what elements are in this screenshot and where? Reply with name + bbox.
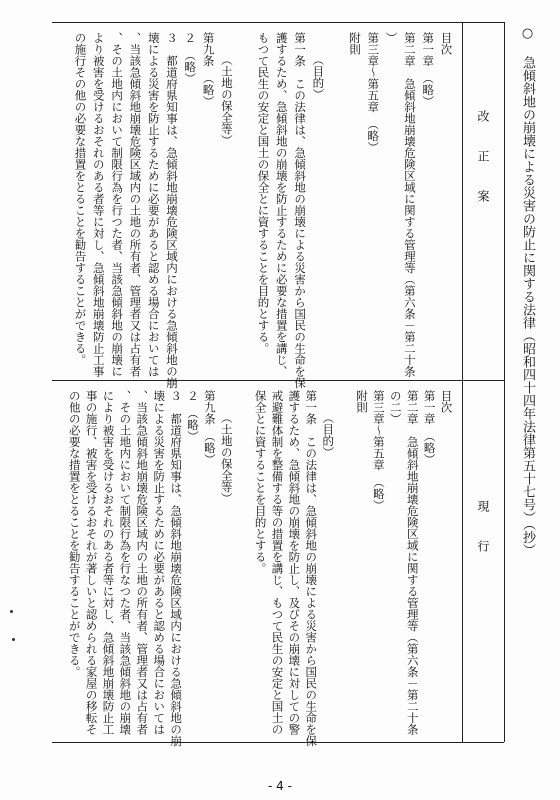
- revised-line: 、その土地内において制限行為を行つた者、当該急傾斜地の崩壊に: [110, 32, 125, 377]
- table-right-border: [504, 22, 505, 742]
- revised-line: の施行その他の必要な措置をとることを勧告することができる。: [73, 32, 88, 366]
- current-line: 、当該急傾斜地崩壊危険区域内の土地の所有者、管理者又は占有者: [135, 390, 150, 735]
- current-line: 第一条 この法律は、急傾斜地の崩壊による災害から国民の生命を保: [304, 390, 319, 747]
- current-line: 護するため、急傾斜地の崩壊を防止し、及びその崩壊に対しての警: [287, 390, 302, 735]
- current-line: ３ 都道府県知事は、急傾斜地崩壊危険区域内における急傾斜地の崩: [169, 390, 184, 747]
- header-column-divider: [462, 22, 463, 742]
- current-line: 、その土地内において制限行為を行なつた者、当該急傾斜地の崩壊: [118, 390, 133, 735]
- revised-line: より被害を受けるおそれのある者等に対し、急傾斜地崩壊防止工事: [91, 32, 106, 377]
- current-header: 現行: [476, 500, 490, 580]
- current-line: 第二章 急傾斜地崩壊危険区域に関する管理等（第六条－第二十条: [405, 390, 420, 735]
- revised-header: 改正案: [476, 110, 490, 230]
- current-line: 戒避難体制を整備する等の措置を講じ、もつて民生の安定と国土の: [270, 390, 285, 735]
- current-line: ２ （略）: [186, 390, 200, 442]
- revised-line: （土地の保全等）: [219, 54, 234, 146]
- current-line: 附則: [355, 390, 369, 413]
- current-line: の二）: [388, 390, 403, 425]
- table-top-border: [52, 22, 504, 23]
- revised-line: もつて民生の安定と国土の保全とに資することを目的とする。: [256, 32, 271, 354]
- current-line: （土地の保全等）: [219, 412, 234, 504]
- current-line: （目的）: [321, 412, 336, 458]
- current-line: 壊による災害を防止するために必要があると認める場合においては: [152, 390, 167, 735]
- revised-line: 、当該急傾斜地崩壊危険区域内の土地の所有者、管理者又は占有者: [128, 32, 143, 377]
- revised-line: 第九条 （略）: [201, 32, 216, 107]
- revised-line: （目的）: [311, 54, 326, 100]
- current-line: 第一章 （略）: [422, 390, 437, 465]
- table-middle-divider: [52, 380, 504, 381]
- current-line: 第九条 （略）: [202, 390, 217, 465]
- revised-line: 第一条 この法律は、急傾斜地の崩壊による災害から国民の生命を保: [293, 32, 308, 389]
- revised-line: 第一章 （略）: [421, 32, 436, 107]
- current-line: 事の施行、被害を受けるおそれが著しいと認められる家屋の移転そ: [84, 390, 99, 735]
- page-number: - 4 -: [268, 779, 292, 793]
- current-line: 目次: [439, 390, 454, 413]
- binding-mark: [12, 638, 15, 641]
- revised-line: 壊による災害を防止するために必要があると認める場合においては: [146, 32, 161, 377]
- current-line: 保全とに資することを目的とする。: [253, 390, 268, 574]
- table-bottom-border: [52, 742, 504, 743]
- revised-line: ３ 都道府県知事は、急傾斜地崩壊危険区域内における急傾斜地の崩: [165, 32, 179, 389]
- revised-line: 附則: [348, 32, 362, 55]
- revised-line: 護するため、急傾斜地の崩壊を防止するために必要な措置を講じ、: [274, 32, 289, 377]
- revised-line: ２ （略）: [183, 32, 198, 84]
- revised-line: 第二章 急傾斜地崩壊危険区域に関する管理等（第六条－第二十条: [402, 32, 417, 377]
- revised-line: 第三章～第五章 （略）: [366, 32, 381, 153]
- revised-line: ）: [384, 32, 399, 44]
- current-line: 第三章～第五章 （略）: [371, 390, 386, 511]
- current-line: により被害を受けるおそれのある者等に対し、急傾斜地崩壊防止工: [101, 390, 116, 735]
- binding-mark: [10, 610, 13, 613]
- revised-line: 目次: [439, 32, 454, 55]
- current-line: の他の必要な措置をとることを勧告することができる。: [67, 390, 82, 678]
- document-title: ○ 急傾斜地の崩壊による災害の防止に関する法律（昭和四十四年法律第五十七号）（抄）: [520, 26, 535, 557]
